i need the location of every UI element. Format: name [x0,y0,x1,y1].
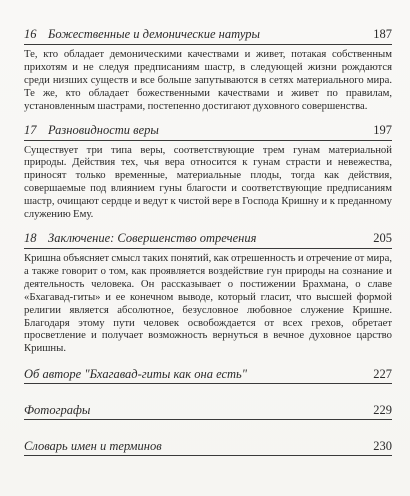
entry-page-number: 227 [373,367,392,382]
entry-page-number: 229 [373,403,392,418]
chapter-title: Разновидности веры [48,122,159,137]
chapter-page-number: 197 [373,122,392,137]
toc-entry-photographs[interactable] [24,403,392,420]
chapter-description: Те, кто обладает демоническими качествами и живет, потакая собственным прихотям и не следуя предписаниям шастр, в следующей жизни рождаются среди низших существ и все больше запутываются в сетях материального мира. Те же, кто обладает божественными качествами и живет по правилам, установленным шастрами, постепенно достигают духовного совершенства. [24,48,392,112]
entry-title: Фотографы [24,403,91,418]
entry-title: Об авторе "Бхагавад-гиты как она есть" [24,367,247,382]
chapter-page-number: 205 [373,230,392,245]
chapter-title: Заключение: Совершенство отречения [48,230,257,245]
chapter-number: 16 [24,27,37,41]
toc-chapter-16 [24,27,392,113]
table-of-contents [24,27,392,475]
entry-title: Словарь имен и терминов [24,439,162,454]
chapter-number: 18 [24,230,37,245]
chapter-number: 17 [24,122,37,137]
toc-entry-glossary[interactable] [24,439,392,456]
toc-chapter-18 [24,231,392,355]
toc-entry-about-author[interactable] [24,367,392,384]
chapter-heading[interactable] [24,123,392,141]
entry-page-number: 230 [373,439,392,454]
chapter-title: Божественные и демонические натуры [48,27,260,41]
chapter-heading[interactable] [24,27,392,45]
chapter-heading[interactable] [24,231,392,249]
chapter-description: Существует три типа веры, соответствующие трем гунам материальной природы. Действия тех, чья вера относится к гунам страсти и невежества, приносят только временные, материальные плоды, тогда как действия, совершаемые под влиянием гуны благости и соответствующие предписаниям шастр, очищают сердце и ведут к чистой вере в Господа Кришну и к преданному служению Ему. [24,143,392,221]
chapter-description: Кришна объясняет смысл таких понятий, как отрешенность и отречение от мира, а также говорит о том, как проявляется воздействие гун природы на сознание и деятельность человека. Он рассказывает о постижении Брахмана, о славе «Бхагавад-гиты» и ее конечном выводе, который гласит, что высшей формой религии является абсолютное, безусловное любовное служение Кришне. Благодаря этому пути человек освобождается от всех грехов, обретает просветление и получает возможность вернуться в вечное духовное царство Кришны. [24,251,392,355]
toc-chapter-17 [24,123,392,221]
chapter-page-number: 187 [373,27,392,41]
